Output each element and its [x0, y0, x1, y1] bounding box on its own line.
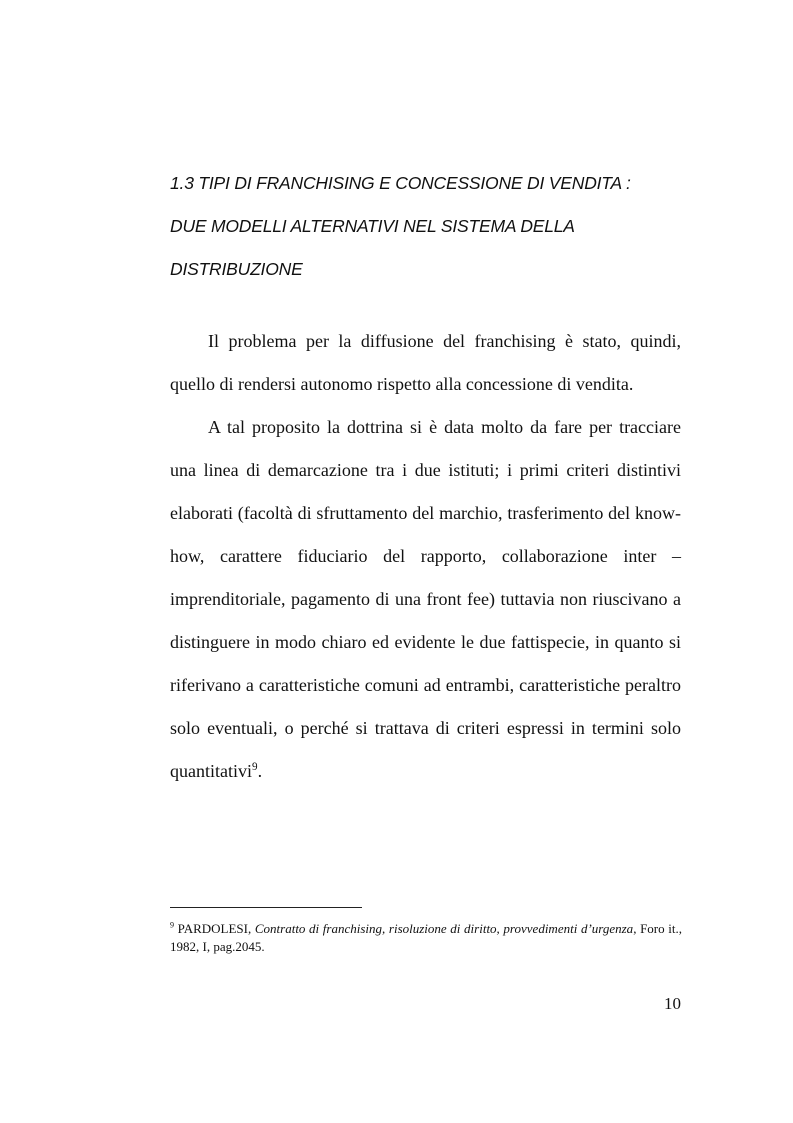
- footnote-source: , Foro it., 1982, I, pag.2045.: [170, 921, 682, 954]
- footnote-divider: [170, 907, 362, 908]
- paragraph-1: Il problema per la diffusione del franchising è stato, quindi, quello di rendersi autonomo rispetto alla concessione di vendita.: [170, 331, 681, 394]
- section-heading-line-2: DUE MODELLI ALTERNATIVI NEL SISTEMA DELLA: [170, 216, 575, 236]
- footnote-number: 9: [170, 920, 175, 930]
- footnote: [170, 920, 682, 956]
- paragraph-2: [170, 406, 681, 793]
- footnote-author: PARDOLESI,: [174, 921, 255, 936]
- paragraph-2-end: .: [257, 761, 263, 781]
- page-number: 10: [664, 994, 681, 1013]
- footnote-reference[interactable]: 9: [251, 761, 258, 773]
- footnote-title: Contratto di franchising, risoluzione di diritto, provvedimenti d’urgenza: [254, 921, 634, 936]
- body-text: [170, 320, 681, 793]
- section-heading-line-1: 1.3 TIPI DI FRANCHISING E CONCESSIONE DI VENDITA :: [170, 173, 631, 193]
- section-heading-line-3: DISTRIBUZIONE: [170, 259, 303, 279]
- paragraph-2-text: A tal proposito la dottrina si è data molto da fare per tracciare una linea di demarcazione tra i due istituti; i primi criteri distintivi elaborati (facoltà di sfruttamento del marchio, trasferimento del know-how, carattere fiduciario del rapporto, collaborazione inter – imprenditoriale, pagamento di una front fee) tuttavia non riuscivano a distinguere in modo chiaro ed evidente le due fattispecie, in quanto si riferivano a caratteristiche comuni ad entrambi, caratteristiche peraltro solo eventuali, o perché si trattava di criteri espressi in termini solo quantitativi: [170, 417, 681, 781]
